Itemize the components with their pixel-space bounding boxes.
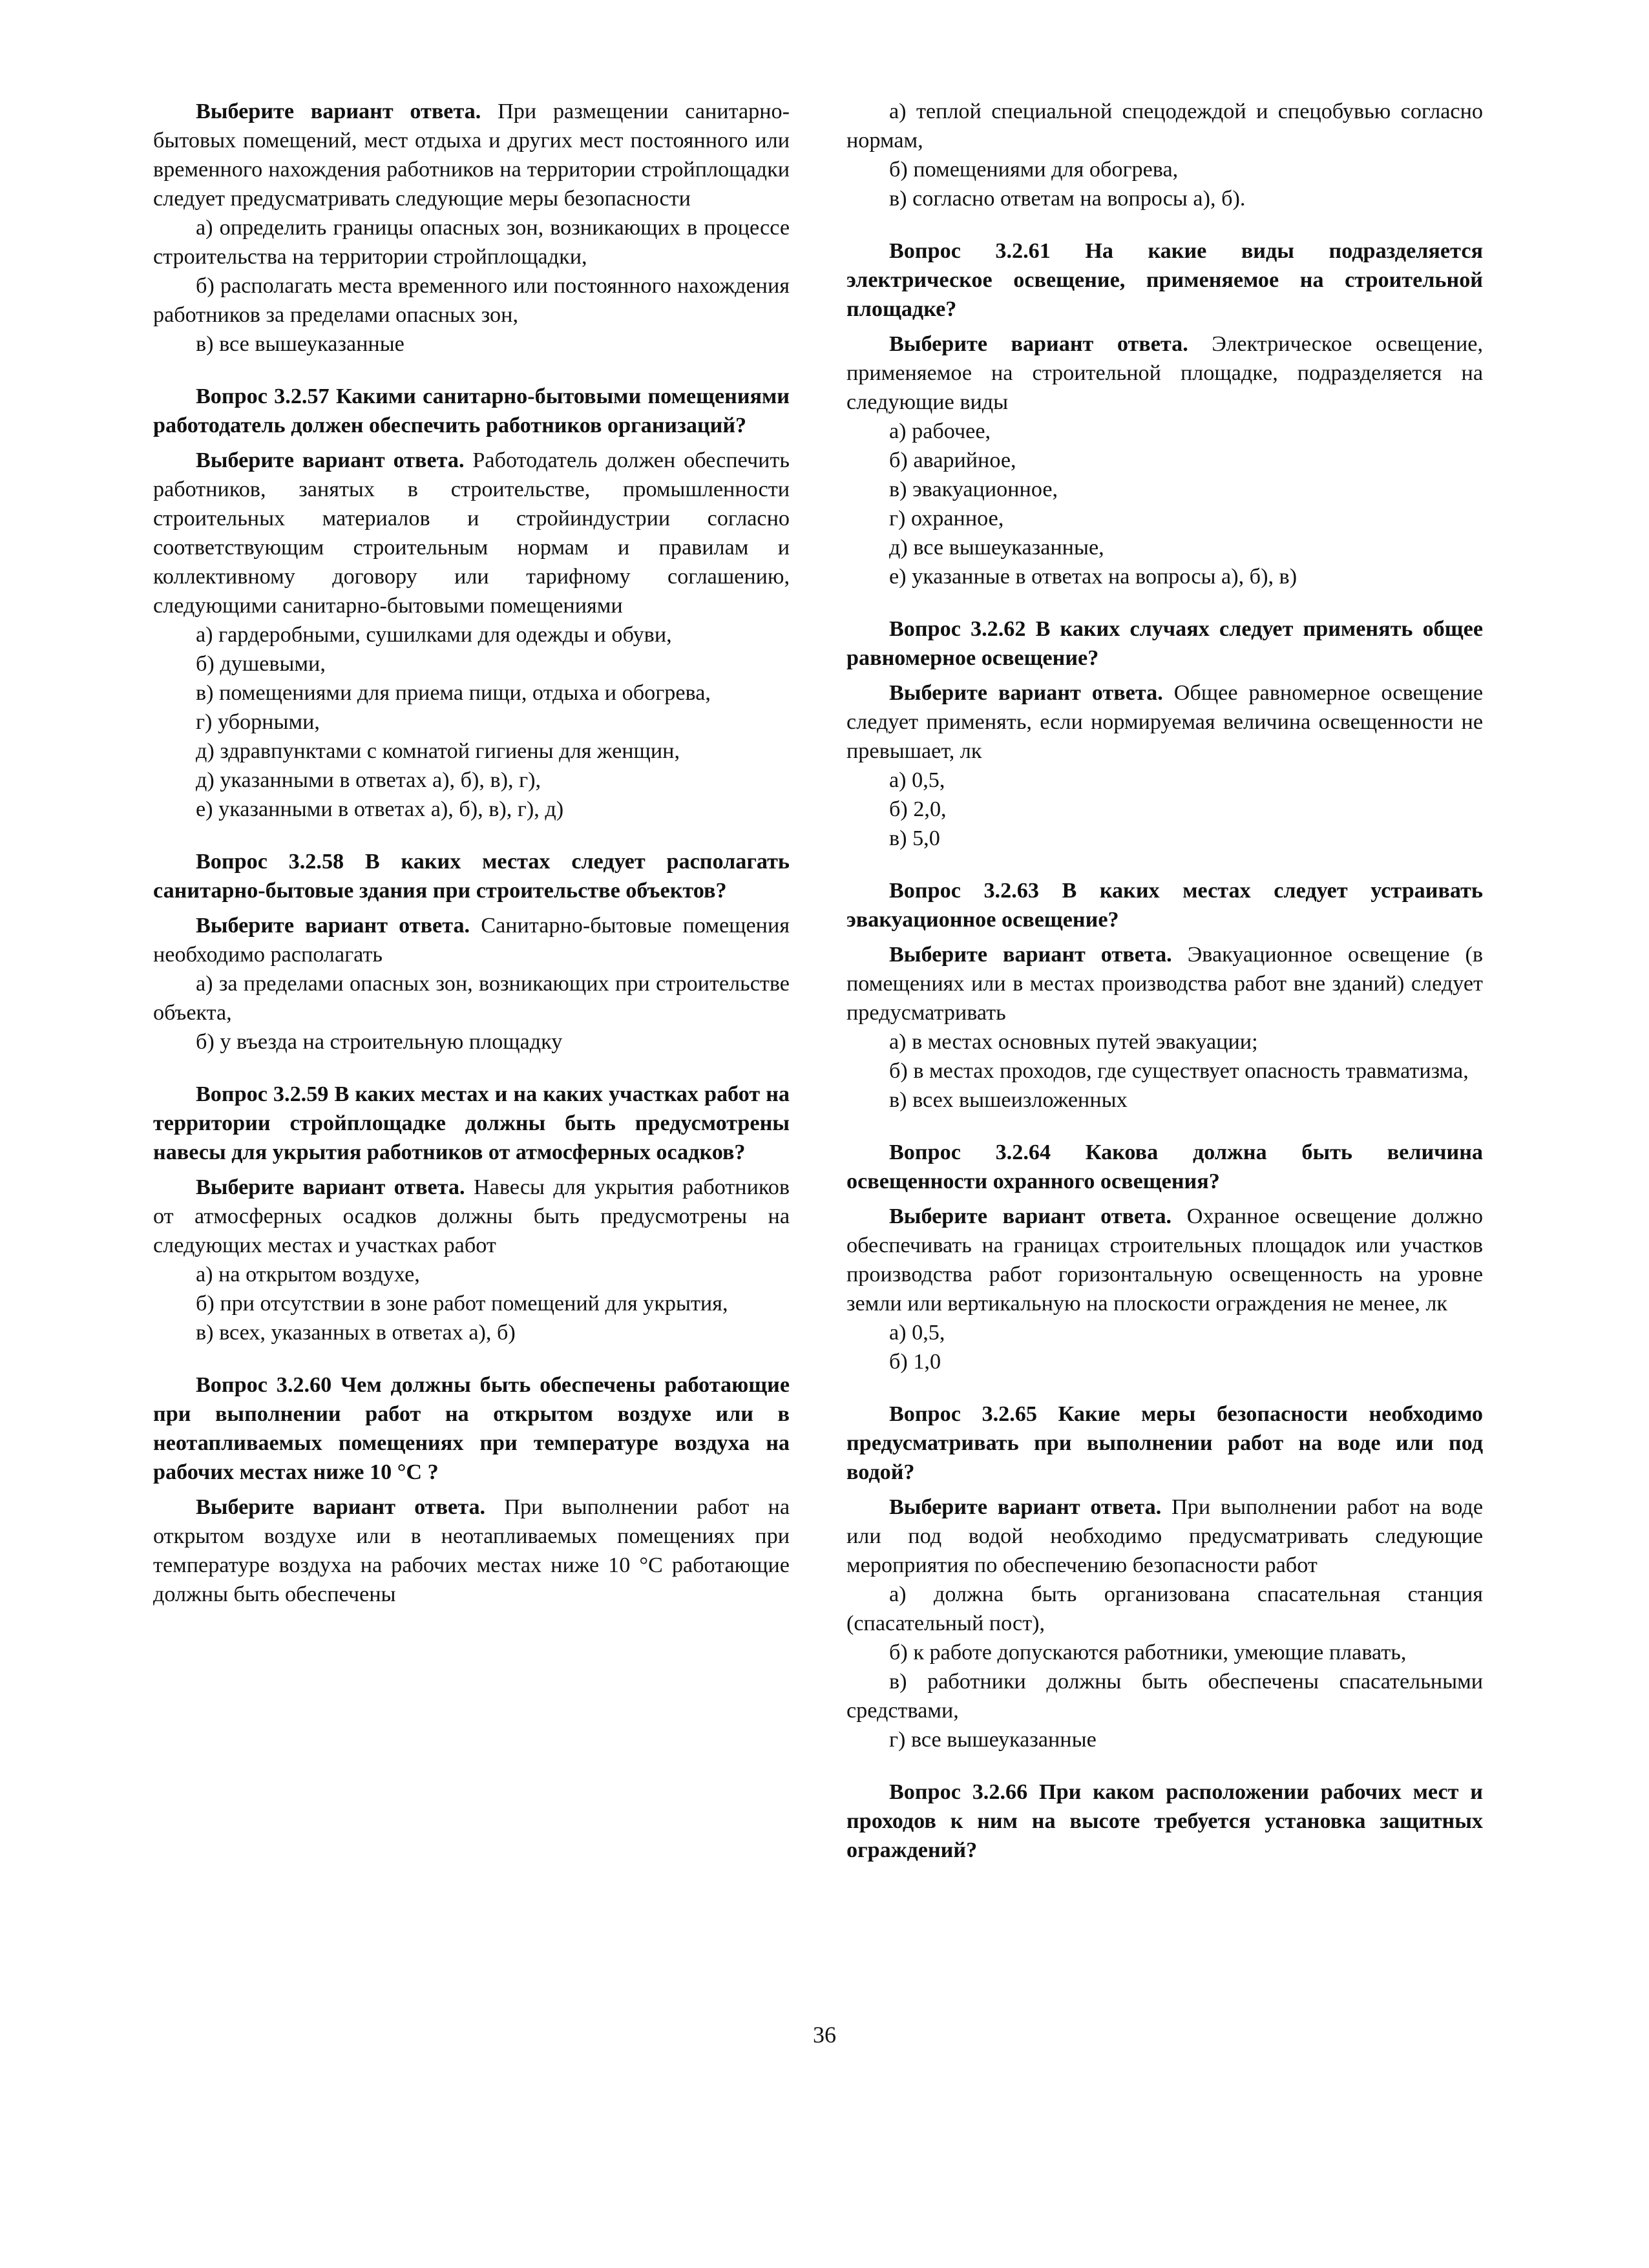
answer-lead: Выберите вариант ответа.	[889, 332, 1188, 356]
option-a: а) на открытом воздухе,	[196, 1263, 420, 1286]
answer-text	[846, 330, 1483, 417]
left-column	[153, 97, 790, 1632]
question-3-2-62	[846, 614, 1483, 853]
option-c: в) всех вышеизложенных	[889, 1088, 1128, 1112]
answer-lead: Выберите вариант ответа.	[196, 448, 465, 472]
option-c: в) работники должны быть обеспечены спасательными средствами,	[846, 1670, 1483, 1723]
question-3-2-61	[846, 236, 1483, 591]
question-title: Вопрос 3.2.61 На какие виды подразделяется электрическое освещение, применяемое на строительной площадке?	[846, 239, 1483, 321]
option-f: д) указанными в ответах а), б), в), г),	[196, 768, 541, 792]
option-a: а) теплой специальной спецодеждой и спецобувью согласно нормам,	[846, 100, 1483, 152]
answer-lead: Выберите вариант ответа.	[889, 1495, 1162, 1519]
option-g: е) указанными в ответах а), б), в), г), д)	[196, 797, 564, 821]
answer-lead: Выберите вариант ответа.	[196, 100, 481, 123]
option-b: б) помещениями для обогрева,	[889, 158, 1179, 182]
option-d: г) уборными,	[196, 710, 320, 734]
answer-text	[846, 940, 1483, 1027]
answer-body: При выполнении работ на воде или под водой необходимо предусматривать следующие мероприятия по обеспечению безопасности работ	[846, 1495, 1483, 1577]
answer-text	[153, 97, 790, 213]
option-d: г) все вышеуказанные	[889, 1728, 1097, 1752]
question-3-2-59	[153, 1080, 790, 1347]
option-a: а) в местах основных путей эвакуации;	[889, 1030, 1258, 1054]
question-title: Вопрос 3.2.64 Какова должна быть величина освещенности охранного освещения?	[846, 1140, 1483, 1193]
answer-text	[153, 1493, 790, 1609]
question-3-2-64	[846, 1138, 1483, 1376]
answer-body: Работодатель должен обеспечить работников, занятых в строительстве, промышленности строительных материалов и стройиндустрии согласно соответствующим строительным нормам и правилам и коллективному договору или тарифному соглашению, следующими санитарно-бытовыми помещениями	[153, 448, 790, 618]
question-3-2-60-options	[846, 97, 1483, 213]
answer-body: Общее равномерное освещение следует применять, если нормируемая величина освещенности не превышает, лк	[846, 681, 1483, 763]
answer-body: Навесы для укрытия работников от атмосферных осадков должны быть предусмотрены на следующих местах и участках работ	[153, 1175, 790, 1257]
right-column	[846, 97, 1483, 1888]
question-title: Вопрос 3.2.66 При каком расположении рабочих мест и проходов к ним на высоте требуется установка защитных ограждений?	[846, 1780, 1483, 1862]
question-title: Вопрос 3.2.58 В каких местах следует располагать санитарно-бытовые здания при строительстве объектов?	[153, 850, 790, 903]
question-3-2-60	[153, 1370, 790, 1609]
question-title: Вопрос 3.2.63 В каких местах следует устраивать эвакуационное освещение?	[846, 879, 1483, 932]
answer-body: Электрическое освещение, применяемое на строительной площадке, подразделяется на следующие виды	[846, 332, 1483, 414]
option-b: б) у въезда на строительную площадку	[196, 1030, 563, 1054]
question-title: Вопрос 3.2.65 Какие меры безопасности необходимо предусматривать при выполнении работ на воде или под водой?	[846, 1402, 1483, 1484]
option-c: в) всех, указанных в ответах а), б)	[196, 1321, 516, 1345]
answer-lead: Выберите вариант ответа.	[889, 681, 1163, 705]
option-b: б) 1,0	[889, 1350, 941, 1374]
answer-lead: Выберите вариант ответа.	[196, 914, 470, 938]
option-b: б) в местах проходов, где существует опасность травматизма,	[889, 1059, 1469, 1083]
question-title: Вопрос 3.2.60 Чем должны быть обеспечены работающие при выполнении работ на открытом воздухе или в неотапливаемых помещениях при температуре воздуха на рабочих местах ниже 10 °С ?	[153, 1373, 790, 1484]
answer-text	[153, 446, 790, 620]
option-c: в) 5,0	[889, 826, 940, 850]
option-a: а) рабочее,	[889, 419, 991, 443]
answer-lead: Выберите вариант ответа.	[196, 1175, 465, 1199]
question-title: Вопрос 3.2.62 В каких случаях следует применять общее равномерное освещение?	[846, 617, 1483, 670]
option-d: г) охранное,	[889, 507, 1004, 530]
page-number: 36	[813, 2022, 836, 2048]
option-e: д) все вышеуказанные,	[889, 536, 1104, 560]
answer-text	[153, 1173, 790, 1260]
answer-body: Охранное освещение должно обеспечивать на границах строительных площадок или участков производства работ горизонтальную освещенность на уровне земли или вертикальную на плоскости ограждения не менее, лк	[846, 1204, 1483, 1316]
answer-body: Санитарно-бытовые помещения необходимо располагать	[153, 914, 790, 967]
answer-text	[846, 1493, 1483, 1580]
question-3-2-65	[846, 1400, 1483, 1754]
option-c: в) все вышеуказанные	[196, 332, 404, 356]
question-3-2-63	[846, 876, 1483, 1115]
option-b: б) 2,0,	[889, 797, 947, 821]
option-c: в) помещениями для приема пищи, отдыха и обогрева,	[196, 681, 711, 705]
answer-text	[153, 911, 790, 969]
question-3-2-57	[153, 382, 790, 824]
question-3-2-56-answer	[153, 97, 790, 359]
option-b: б) душевыми,	[196, 652, 326, 676]
answer-lead: Выберите вариант ответа.	[196, 1495, 486, 1519]
option-b: б) располагать места временного или постоянного нахождения работников за пределами опасных зон,	[153, 274, 790, 327]
answer-body: При размещении санитарно-бытовых помещений, мест отдыха и других мест постоянного или временного нахождения работников на территории стройплощадки следует предусматривать следующие меры безопасности	[153, 100, 790, 211]
answer-text	[846, 678, 1483, 766]
answer-body: При выполнении работ на открытом воздухе или в неотапливаемых помещениях при температуре воздуха на рабочих местах ниже 10 °С работающие должны быть обеспечены	[153, 1495, 790, 1606]
question-title: Вопрос 3.2.59 В каких местах и на каких участках работ на территории стройплощадке должны быть предусмотрены навесы для укрытия работников от атмосферных осадков?	[153, 1082, 790, 1164]
option-b: б) аварийное,	[889, 448, 1016, 472]
answer-lead: Выберите вариант ответа.	[889, 1204, 1172, 1228]
question-3-2-66	[846, 1778, 1483, 1865]
option-e: д) здравпунктами с комнатой гигиены для женщин,	[196, 739, 680, 763]
option-f: е) указанные в ответах на вопросы а), б), в)	[889, 565, 1297, 589]
option-a: а) 0,5,	[889, 1321, 945, 1345]
option-a: а) гардеробными, сушилками для одежды и обуви,	[196, 623, 672, 647]
question-title: Вопрос 3.2.57 Какими санитарно-бытовыми помещениями работодатель должен обеспечить работников организаций?	[153, 384, 790, 437]
option-a: а) 0,5,	[889, 768, 945, 792]
option-a: а) должна быть организована спасательная станция (спасательный пост),	[846, 1582, 1483, 1635]
option-c: в) эвакуационное,	[889, 478, 1058, 501]
option-b: б) при отсутствии в зоне работ помещений для укрытия,	[196, 1292, 728, 1316]
answer-text	[846, 1202, 1483, 1318]
option-c: в) согласно ответам на вопросы а), б).	[889, 187, 1246, 211]
option-b: б) к работе допускаются работники, умеющие плавать,	[889, 1641, 1407, 1664]
answer-lead: Выберите вариант ответа.	[889, 943, 1172, 967]
option-a: а) определить границы опасных зон, возникающих в процессе строительства на территории стройплощадки,	[153, 216, 790, 269]
option-a: а) за пределами опасных зон, возникающих при строительстве объекта,	[153, 972, 790, 1025]
question-3-2-58	[153, 847, 790, 1056]
answer-body: Эвакуационное освещение (в помещениях или в местах производства работ вне зданий) следует предусматривать	[846, 943, 1483, 1025]
